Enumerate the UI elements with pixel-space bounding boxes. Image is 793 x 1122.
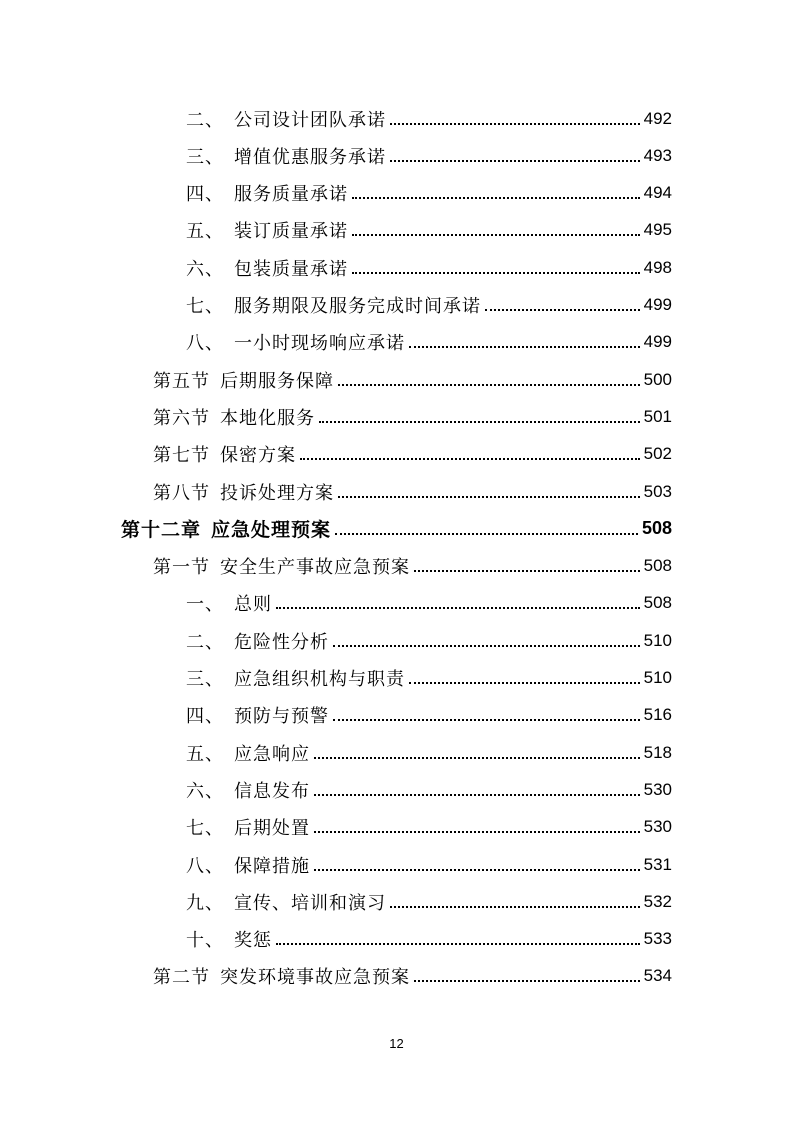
toc-entry[interactable] <box>153 398 672 435</box>
toc-entry-label <box>186 329 405 355</box>
toc-entry-prefix: 第八节 <box>153 482 210 504</box>
toc-entry-page: 499 <box>643 295 672 314</box>
toc-entry-prefix: 三、 <box>186 146 224 168</box>
toc-entry-page: 493 <box>643 145 672 165</box>
toc-dot-leader <box>352 197 640 199</box>
toc-entry-title: 保密方案 <box>220 445 296 467</box>
toc-dot-leader <box>390 123 640 125</box>
toc-entry-page: 508 <box>641 518 672 539</box>
toc-entry-label <box>153 963 410 989</box>
toc-entry-title: 服务期限及服务完成时间承诺 <box>234 296 481 317</box>
toc-dot-leader <box>414 980 640 982</box>
toc-entry[interactable] <box>121 510 672 547</box>
toc-entry-title: 保障措施 <box>234 855 310 877</box>
toc-entry-label <box>186 852 310 878</box>
toc-entry-prefix: 四、 <box>186 706 224 728</box>
toc-entry-title: 宣传、培训和演习 <box>234 892 386 914</box>
toc-entry-prefix: 第一节 <box>153 557 210 579</box>
toc-entry[interactable] <box>186 585 672 622</box>
toc-dot-leader <box>352 272 640 274</box>
toc-entry-label <box>153 441 296 467</box>
toc-dot-leader <box>314 794 640 796</box>
toc-dot-leader <box>333 719 640 721</box>
toc-dot-leader <box>338 496 640 498</box>
toc-entry-page: 510 <box>643 668 672 687</box>
toc-entry-prefix: 四、 <box>186 184 224 206</box>
toc-entry-label <box>186 777 310 803</box>
toc-entry-title: 增值优惠服务承诺 <box>234 146 386 168</box>
toc-entry-page: 510 <box>643 630 672 650</box>
toc-entry-page: 530 <box>643 817 672 837</box>
toc-entry-title: 一小时现场响应承诺 <box>234 333 405 355</box>
toc-entry-page: 502 <box>643 444 672 464</box>
toc-entry-page: 534 <box>643 966 672 986</box>
toc-entry-title: 应急处理预案 <box>211 519 332 542</box>
toc-entry-prefix: 十、 <box>186 930 224 952</box>
toc-entry-label <box>186 180 348 206</box>
toc-dot-leader <box>276 607 640 609</box>
toc-entry-prefix: 九、 <box>186 892 224 914</box>
toc-entry-title: 公司设计团队承诺 <box>234 109 386 131</box>
toc-dot-leader <box>390 906 640 908</box>
toc-entry-page: 503 <box>643 481 672 501</box>
toc-entry-label <box>153 367 334 393</box>
toc-entry[interactable] <box>186 137 672 174</box>
toc-entry[interactable] <box>186 660 672 697</box>
toc-entry-page: 516 <box>643 705 672 725</box>
toc-entry-prefix: 二、 <box>186 109 224 131</box>
toc-entry-prefix: 五、 <box>186 221 224 243</box>
toc-entry-page: 501 <box>643 406 672 426</box>
toc-entry-prefix: 五、 <box>186 743 224 765</box>
toc-entry-label <box>186 814 310 840</box>
toc-entry-prefix: 八、 <box>186 855 224 877</box>
toc-entry-page: 494 <box>643 183 672 203</box>
toc-entry-label <box>186 292 481 318</box>
toc-entry-prefix: 七、 <box>186 818 224 840</box>
toc-entry-page: 495 <box>643 220 672 240</box>
toc-dot-leader <box>409 346 640 348</box>
toc-entry-prefix: 六、 <box>186 258 224 280</box>
toc-entry-page: 508 <box>643 556 672 576</box>
toc-entry-prefix: 六、 <box>186 780 224 802</box>
toc-entry-prefix: 八、 <box>186 333 224 355</box>
toc-entry-title: 后期处置 <box>234 818 310 840</box>
toc-entry-title: 服务质量承诺 <box>234 184 348 206</box>
toc-entry-label <box>186 926 272 952</box>
toc-entry-prefix: 第七节 <box>153 445 210 467</box>
toc-entry-prefix: 一、 <box>186 594 224 616</box>
toc-entry-label <box>153 553 410 579</box>
toc-entry[interactable] <box>186 771 672 808</box>
toc-entry-title: 安全生产事故应急预案 <box>220 557 410 579</box>
toc-entry-title: 突发环境事故应急预案 <box>220 967 410 989</box>
toc-entry[interactable] <box>186 324 672 361</box>
toc-entry[interactable] <box>186 175 672 212</box>
toc-entry[interactable] <box>153 361 672 398</box>
toc-entry-prefix: 第二节 <box>153 967 210 989</box>
toc-entry-label <box>186 740 310 766</box>
toc-entry-prefix: 第六节 <box>153 407 210 429</box>
toc-entry-title: 本地化服务 <box>220 407 315 429</box>
toc-entry[interactable] <box>186 287 672 324</box>
toc-dot-leader <box>300 458 640 460</box>
toc-entry-label <box>186 143 386 169</box>
toc-entry-label <box>186 628 329 654</box>
toc-entry-title: 投诉处理方案 <box>220 482 334 504</box>
toc-entry-title: 信息发布 <box>234 780 310 802</box>
page-number: 12 <box>389 1036 404 1051</box>
toc-entry-page: 531 <box>643 854 672 874</box>
toc-entry-title: 预防与预警 <box>234 706 329 728</box>
toc-dot-leader <box>314 757 640 759</box>
toc-entry-prefix: 三、 <box>186 669 224 690</box>
toc-entry[interactable] <box>153 958 672 995</box>
toc-entry[interactable] <box>186 809 672 846</box>
toc-entry-prefix: 二、 <box>186 631 224 653</box>
toc-entry[interactable] <box>186 249 672 286</box>
toc-dot-leader <box>390 160 640 162</box>
toc-entry[interactable] <box>153 473 672 510</box>
toc-entry-label <box>186 255 348 281</box>
toc-entry-title: 后期服务保障 <box>220 370 334 392</box>
toc-entry-page: 518 <box>643 742 672 762</box>
toc-entry-label <box>186 217 348 243</box>
toc-entry[interactable] <box>186 622 672 659</box>
toc-entry[interactable] <box>153 548 672 585</box>
toc-entry-label <box>186 590 272 616</box>
toc-dot-leader <box>414 570 640 572</box>
toc-dot-leader <box>352 234 640 236</box>
toc-entry-title: 总则 <box>234 594 272 616</box>
toc-entry-prefix: 七、 <box>186 296 224 317</box>
toc-entry-label <box>186 702 329 728</box>
toc-entry-title: 应急响应 <box>234 743 310 765</box>
toc-entry-page: 532 <box>643 891 672 911</box>
toc-entry-page: 498 <box>643 257 672 277</box>
toc-entry-prefix: 第五节 <box>153 370 210 392</box>
toc-entry[interactable] <box>153 436 672 473</box>
toc-entry-page: 499 <box>643 332 672 352</box>
toc-dot-leader <box>335 533 638 535</box>
toc-dot-leader <box>485 309 640 311</box>
toc-entry-page: 508 <box>643 593 672 613</box>
toc-entry-prefix: 第十二章 <box>121 519 202 542</box>
toc-entry[interactable] <box>186 100 672 137</box>
toc-dot-leader <box>314 831 640 833</box>
toc-entry-label <box>186 665 405 691</box>
toc-entry-title: 奖惩 <box>234 930 272 952</box>
toc-dot-leader <box>409 682 640 684</box>
toc-entry-label <box>153 479 334 505</box>
toc-entry[interactable] <box>186 846 672 883</box>
toc-dot-leader <box>276 943 640 945</box>
toc-entry-title: 危险性分析 <box>234 631 329 653</box>
toc-entry-page: 530 <box>643 779 672 799</box>
toc-entry-label <box>186 889 386 915</box>
toc-entry-label <box>153 404 315 430</box>
toc-entry[interactable] <box>186 212 672 249</box>
toc-entry[interactable] <box>186 883 672 920</box>
toc-entry-page: 533 <box>643 929 672 949</box>
toc-dot-leader <box>314 869 640 871</box>
toc-entry-label <box>186 106 386 132</box>
toc-entry[interactable] <box>186 921 672 958</box>
toc-dot-leader <box>338 384 640 386</box>
toc-entry-page: 492 <box>643 108 672 128</box>
toc-entry-title: 装订质量承诺 <box>234 221 348 243</box>
toc-entry-title: 包装质量承诺 <box>234 258 348 280</box>
toc-entry[interactable] <box>186 697 672 734</box>
toc-entry-label <box>121 515 331 542</box>
toc-entry[interactable] <box>186 734 672 771</box>
toc-dot-leader <box>333 645 640 647</box>
toc-entry-title: 应急组织机构与职责 <box>234 669 405 690</box>
toc-entry-page: 500 <box>643 369 672 389</box>
toc-dot-leader <box>319 421 640 423</box>
